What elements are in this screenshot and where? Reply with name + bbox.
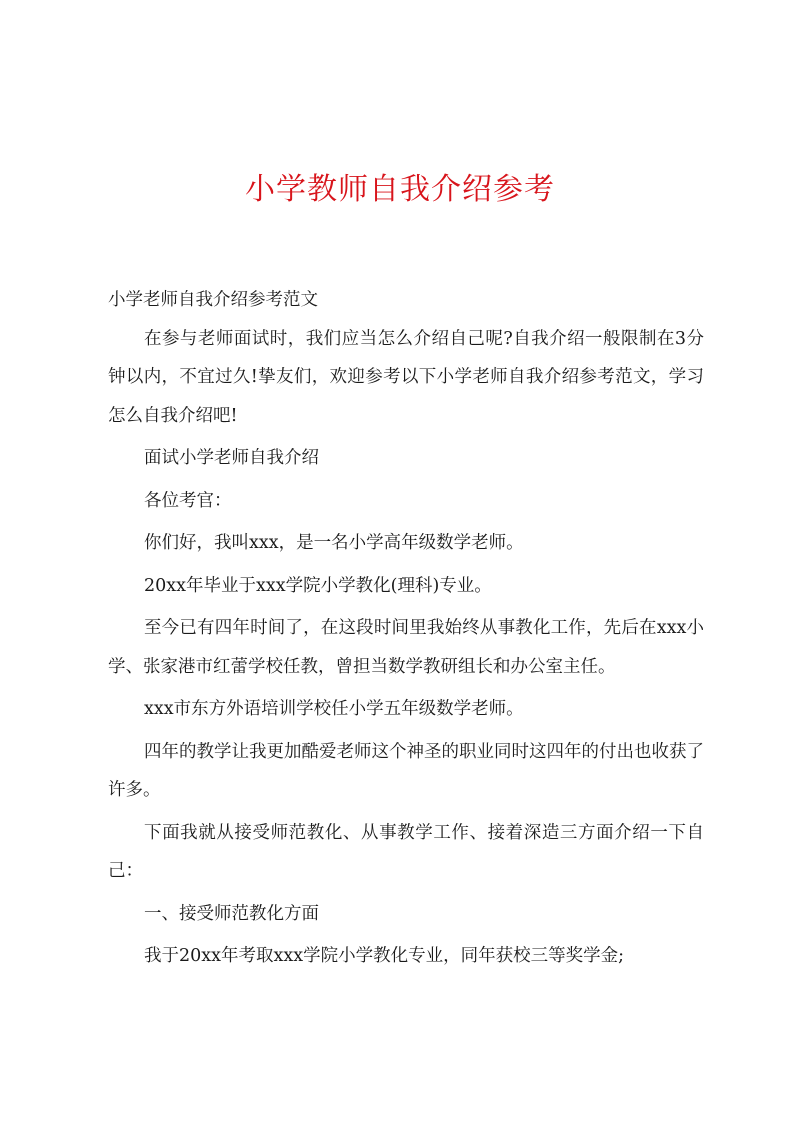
- paragraph: 你们好，我叫xxx，是一名小学高年级数学老师。: [144, 533, 524, 553]
- document-body: [108, 281, 704, 976]
- paragraph: 20xx年毕业于xxx学院小学教化(理科)专业。: [144, 575, 492, 596]
- section-heading: 一、接受师范教化方面: [144, 903, 319, 924]
- document-title: 小学教师自我介绍参考: [245, 172, 555, 207]
- paragraph: 面试小学老师自我介绍: [144, 448, 319, 468]
- paragraph: 至今已有四年时间了，在这段时间里我始终从事教化工作，先后在xxx小学、张家港市红蕾学校任教，曾担当数学教研组长和办公室主任。: [108, 618, 704, 677]
- document-subtitle: 小学老师自我介绍参考范文: [108, 290, 318, 310]
- paragraph: 下面我就从接受师范教化、从事教学工作、接着深造三方面介绍一下自己：: [108, 822, 704, 881]
- paragraph: 在参与老师面试时，我们应当怎么介绍自己呢?自我介绍一般限制在3分钟以内，不宜过久!挚友们，欢迎参考以下小学老师自我介绍参考范文，学习怎么自我介绍吧!: [108, 328, 704, 426]
- paragraph: 我于20xx年考取xxx学院小学教化专业，同年获校三等奖学金;: [144, 946, 625, 966]
- paragraph: 四年的教学让我更加酷爱老师这个神圣的职业同时这四年的付出也收获了许多。: [108, 741, 704, 800]
- paragraph: xxx市东方外语培训学校任小学五年级数学老师。: [144, 699, 524, 719]
- paragraph: 各位考官：: [144, 490, 232, 511]
